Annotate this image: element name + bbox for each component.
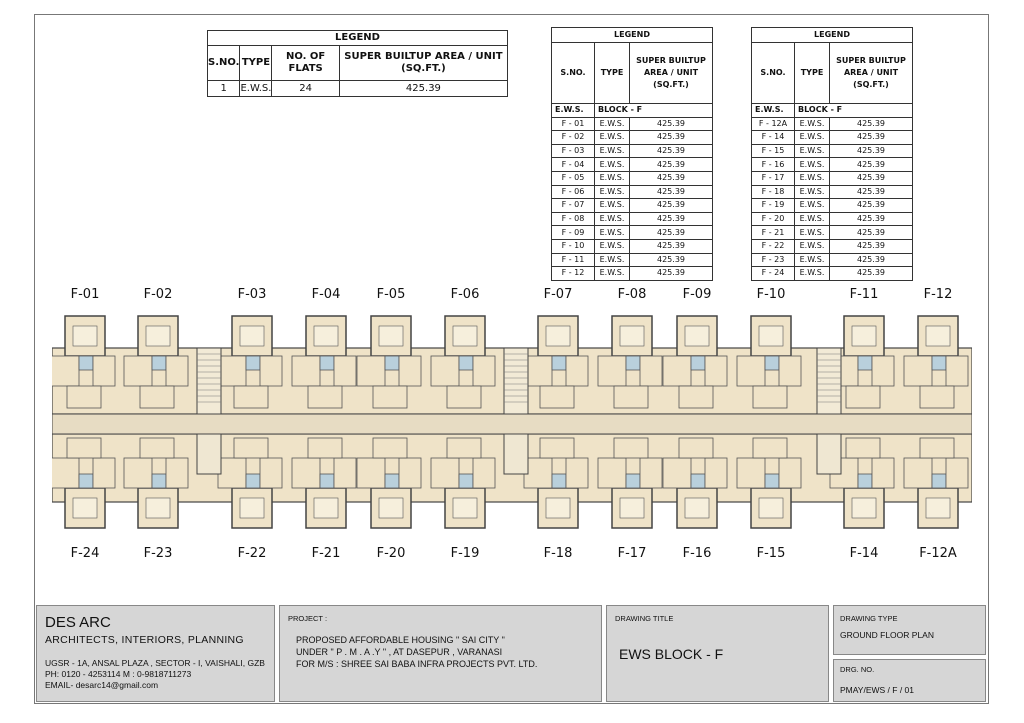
legend-cell: F - 14 — [752, 131, 795, 145]
bed-upper — [546, 326, 570, 346]
bed-upper — [685, 326, 709, 346]
lobby-block — [817, 434, 841, 474]
flat-label: F-14 — [849, 546, 879, 561]
legend-cell: E.W.S. — [240, 81, 272, 97]
legend-title: LEGEND — [552, 28, 713, 43]
drawing-type: GROUND FLOOR PLAN — [840, 630, 934, 640]
kitchen-lower — [234, 438, 268, 458]
firm-panel — [36, 605, 275, 702]
legend-cell: F - 12A — [752, 117, 795, 131]
legend-cell: 425.39 — [630, 226, 713, 240]
legend-row — [552, 144, 713, 158]
legend-row — [552, 171, 713, 185]
legend-row — [752, 171, 913, 185]
toilet-upper — [932, 356, 946, 370]
legend-row — [752, 199, 913, 213]
legend-col-area: SUPER BUILTUP AREA / UNIT (SQ.FT.) — [630, 43, 713, 104]
bed-upper — [73, 326, 97, 346]
legend-row — [752, 267, 913, 281]
living-upper-2 — [946, 356, 968, 386]
legend-row — [552, 185, 713, 199]
living-upper-2 — [872, 356, 894, 386]
kitchen-upper — [540, 386, 574, 408]
legend-cell: 425.39 — [830, 117, 913, 131]
legend-cell: 425.39 — [630, 131, 713, 145]
bed-upper — [852, 326, 876, 346]
legend-cell: F - 05 — [552, 171, 595, 185]
firm-name: DES ARC — [45, 614, 111, 631]
flat-label: F-07 — [543, 287, 573, 302]
kitchen-lower — [140, 438, 174, 458]
legend-cell: 425.39 — [830, 185, 913, 199]
flat-label: F-23 — [143, 546, 173, 561]
living-lower — [357, 458, 385, 488]
toilet-upper — [552, 356, 566, 370]
legend-cell: 425.39 — [830, 131, 913, 145]
legend-row — [552, 267, 713, 281]
living-upper — [124, 356, 152, 386]
legend-row — [752, 185, 913, 199]
flat-label: F-06 — [450, 287, 480, 302]
kitchen-lower — [846, 438, 880, 458]
living-lower-2 — [166, 458, 188, 488]
drawing-type-label: DRAWING TYPE — [840, 614, 898, 623]
toilet-lower — [320, 474, 334, 488]
legend-cell: 425.39 — [830, 144, 913, 158]
legend-cell: 425.39 — [630, 212, 713, 226]
flat-label: F-04 — [311, 287, 341, 302]
flat-label: F-10 — [756, 287, 786, 302]
kitchen-upper — [67, 386, 101, 408]
kitchen-lower — [67, 438, 101, 458]
flat-label: F-22 — [237, 546, 267, 561]
project-line-1: PROPOSED AFFORDABLE HOUSING " SAI CITY " — [296, 635, 505, 645]
legend-row — [752, 226, 913, 240]
living-lower-2 — [93, 458, 115, 488]
living-upper — [431, 356, 459, 386]
bed-lower — [240, 498, 264, 518]
legend-cell: E.W.S. — [795, 267, 830, 281]
bed-upper — [146, 326, 170, 346]
toilet-lower — [152, 474, 166, 488]
kitchen-upper — [920, 386, 954, 408]
legend-cell: E.W.S. — [595, 171, 630, 185]
legend-cell: 425.39 — [630, 171, 713, 185]
drawing-number-panel — [833, 659, 986, 702]
kitchen-lower — [540, 438, 574, 458]
firm-email: EMAIL- desarc14@gmail.com — [45, 680, 159, 690]
living-upper-2 — [473, 356, 495, 386]
legend-cell: E.W.S. — [795, 171, 830, 185]
legend-cell: F - 15 — [752, 144, 795, 158]
legend-cell: E.W.S. — [795, 239, 830, 253]
toilet-upper — [152, 356, 166, 370]
living-upper-2 — [93, 356, 115, 386]
project-panel — [279, 605, 602, 702]
legend-cell: F - 06 — [552, 185, 595, 199]
living-lower-2 — [399, 458, 421, 488]
living-upper-2 — [166, 356, 188, 386]
legend-row — [552, 226, 713, 240]
staircase — [504, 348, 528, 414]
toilet-lower — [79, 474, 93, 488]
toilet-upper — [79, 356, 93, 370]
legend-group-block: BLOCK - F — [595, 104, 713, 118]
living-lower — [124, 458, 152, 488]
legend-col-area: SUPER BUILTUP AREA / UNIT (SQ.FT.) — [339, 46, 507, 81]
living-upper — [357, 356, 385, 386]
legend-cell: E.W.S. — [595, 131, 630, 145]
legend-cell: F - 03 — [552, 144, 595, 158]
legend-cell: 425.39 — [630, 185, 713, 199]
living-lower — [663, 458, 691, 488]
legend-cell: E.W.S. — [595, 117, 630, 131]
legend-row — [552, 131, 713, 145]
firm-phone: PH: 0120 - 4253114 M : 0-9818711273 — [45, 669, 192, 679]
bed-lower — [620, 498, 644, 518]
legend-cell: 425.39 — [830, 253, 913, 267]
legend-cell: 425.39 — [630, 158, 713, 172]
legend-cell: 425.39 — [830, 171, 913, 185]
bed-upper — [926, 326, 950, 346]
legend-cell: 1 — [208, 81, 240, 97]
kitchen-upper — [846, 386, 880, 408]
legend-cell: 425.39 — [830, 239, 913, 253]
living-upper — [292, 356, 320, 386]
legend-row — [752, 117, 913, 131]
legend-cell: E.W.S. — [595, 253, 630, 267]
legend-cell: E.W.S. — [795, 185, 830, 199]
legend-title: LEGEND — [752, 28, 913, 43]
flat-label: F-12 — [923, 287, 953, 302]
legend-cell: F - 24 — [752, 267, 795, 281]
bed-lower — [314, 498, 338, 518]
legend-cell: F - 01 — [552, 117, 595, 131]
legend-cell: F - 07 — [552, 199, 595, 213]
kitchen-upper — [679, 386, 713, 408]
legend-cell: F - 09 — [552, 226, 595, 240]
legend-cell: E.W.S. — [595, 239, 630, 253]
lobby-block — [197, 434, 221, 474]
legend-row — [752, 239, 913, 253]
legend-cell: F - 12 — [552, 267, 595, 281]
living-upper — [904, 356, 932, 386]
toilet-lower — [858, 474, 872, 488]
toilet-upper — [459, 356, 473, 370]
legend-cell: E.W.S. — [795, 144, 830, 158]
legend-cell: 425.39 — [830, 267, 913, 281]
title-block — [36, 605, 987, 702]
flat-label: F-20 — [376, 546, 406, 561]
legend-cell: 425.39 — [339, 81, 507, 97]
living-upper-2 — [399, 356, 421, 386]
legend-group-type: E.W.S. — [752, 104, 795, 118]
kitchen-lower — [308, 438, 342, 458]
living-upper — [598, 356, 626, 386]
legend-col-sno: S.NO. — [752, 43, 795, 104]
living-lower — [598, 458, 626, 488]
living-lower-2 — [334, 458, 356, 488]
legend-cell: E.W.S. — [595, 212, 630, 226]
legend-cell: E.W.S. — [595, 267, 630, 281]
bed-upper — [314, 326, 338, 346]
legend-cell: 425.39 — [830, 226, 913, 240]
kitchen-upper — [373, 386, 407, 408]
flat-label: F-03 — [237, 287, 267, 302]
ground-floor-plan — [52, 300, 972, 550]
bed-lower — [685, 498, 709, 518]
legend-col-sno: S.NO. — [552, 43, 595, 104]
drg-no: PMAY/EWS / F / 01 — [840, 685, 914, 695]
living-upper-2 — [334, 356, 356, 386]
legend-row — [752, 144, 913, 158]
legend-col-sno: S.NO. — [208, 46, 240, 81]
living-lower-2 — [779, 458, 801, 488]
living-lower — [292, 458, 320, 488]
bed-upper — [240, 326, 264, 346]
legend-cell: F - 17 — [752, 171, 795, 185]
drg-no-label: DRG. NO. — [840, 665, 875, 674]
bed-lower — [546, 498, 570, 518]
legend-block-table-2 — [751, 27, 913, 281]
legend-cell: E.W.S. — [795, 212, 830, 226]
legend-cell: E.W.S. — [595, 185, 630, 199]
living-lower-2 — [872, 458, 894, 488]
flat-label: F-01 — [70, 287, 100, 302]
toilet-lower — [691, 474, 705, 488]
legend-col-type: TYPE — [240, 46, 272, 81]
bed-upper — [759, 326, 783, 346]
legend-cell: E.W.S. — [595, 144, 630, 158]
living-lower — [52, 458, 79, 488]
toilet-upper — [385, 356, 399, 370]
legend-cell: E.W.S. — [795, 253, 830, 267]
legend-row — [752, 212, 913, 226]
legend-summary-table — [207, 30, 508, 97]
living-lower-2 — [705, 458, 727, 488]
legend-cell: E.W.S. — [795, 131, 830, 145]
flat-label: F-05 — [376, 287, 406, 302]
legend-cell: F - 22 — [752, 239, 795, 253]
legend-cell: F - 21 — [752, 226, 795, 240]
flat-label: F-18 — [543, 546, 573, 561]
legend-row — [752, 158, 913, 172]
bed-upper — [379, 326, 403, 346]
legend-cell: E.W.S. — [795, 117, 830, 131]
living-upper-2 — [566, 356, 588, 386]
flat-label: F-21 — [311, 546, 341, 561]
project-label: PROJECT : — [288, 614, 328, 623]
legend-cell: 425.39 — [630, 239, 713, 253]
toilet-lower — [459, 474, 473, 488]
legend-cell: E.W.S. — [595, 226, 630, 240]
flat-label: F-12A — [919, 546, 957, 561]
living-lower — [218, 458, 246, 488]
toilet-lower — [385, 474, 399, 488]
bed-lower — [73, 498, 97, 518]
flat-label: F-08 — [617, 287, 647, 302]
toilet-lower — [246, 474, 260, 488]
living-upper — [663, 356, 691, 386]
living-upper-2 — [260, 356, 282, 386]
flat-label: F-19 — [450, 546, 480, 561]
kitchen-upper — [308, 386, 342, 408]
legend-cell: F - 19 — [752, 199, 795, 213]
flat-label: F-24 — [70, 546, 100, 561]
legend-group-type: E.W.S. — [552, 104, 595, 118]
living-lower — [431, 458, 459, 488]
kitchen-lower — [447, 438, 481, 458]
kitchen-lower — [614, 438, 648, 458]
flat-label: F-17 — [617, 546, 647, 561]
project-line-2: UNDER " P . M . A .Y " , AT DASEPUR , VARANASI — [296, 647, 503, 657]
legend-cell: 425.39 — [830, 212, 913, 226]
corridor — [52, 414, 972, 434]
legend-col-area: SUPER BUILTUP AREA / UNIT (SQ.FT.) — [830, 43, 913, 104]
toilet-upper — [858, 356, 872, 370]
firm-address: UGSR - 1A, ANSAL PLAZA , SECTOR - I, VAISHALI, GZB — [45, 658, 265, 668]
bed-lower — [453, 498, 477, 518]
living-lower-2 — [260, 458, 282, 488]
toilet-lower — [932, 474, 946, 488]
toilet-upper — [626, 356, 640, 370]
legend-cell: F - 10 — [552, 239, 595, 253]
legend-cell: 425.39 — [830, 199, 913, 213]
firm-tagline: ARCHITECTS, INTERIORS, PLANNING — [45, 634, 244, 646]
living-lower-2 — [473, 458, 495, 488]
toilet-upper — [765, 356, 779, 370]
bed-lower — [146, 498, 170, 518]
living-lower-2 — [566, 458, 588, 488]
toilet-lower — [765, 474, 779, 488]
living-upper — [52, 356, 79, 386]
legend-cell: F - 16 — [752, 158, 795, 172]
toilet-upper — [320, 356, 334, 370]
legend-row — [552, 117, 713, 131]
legend-cell: 425.39 — [830, 158, 913, 172]
drawing-title-panel — [606, 605, 829, 702]
legend-cell: F - 08 — [552, 212, 595, 226]
legend-cell: E.W.S. — [595, 158, 630, 172]
flat-label: F-16 — [682, 546, 712, 561]
legend-row — [752, 253, 913, 267]
bed-lower — [926, 498, 950, 518]
kitchen-upper — [140, 386, 174, 408]
kitchen-lower — [753, 438, 787, 458]
flat-label: F-15 — [756, 546, 786, 561]
living-upper-2 — [705, 356, 727, 386]
drawing-title-label: DRAWING TITLE — [615, 614, 674, 623]
bed-upper — [453, 326, 477, 346]
living-upper — [737, 356, 765, 386]
bed-lower — [852, 498, 876, 518]
toilet-upper — [691, 356, 705, 370]
kitchen-lower — [920, 438, 954, 458]
legend-block-table-1 — [551, 27, 713, 281]
bed-lower — [379, 498, 403, 518]
legend-cell: E.W.S. — [795, 158, 830, 172]
living-lower — [904, 458, 932, 488]
bed-lower — [759, 498, 783, 518]
staircase — [197, 348, 221, 414]
kitchen-upper — [753, 386, 787, 408]
legend-cell: 425.39 — [630, 253, 713, 267]
kitchen-upper — [234, 386, 268, 408]
bed-upper — [620, 326, 644, 346]
toilet-upper — [246, 356, 260, 370]
legend-cell: 425.39 — [630, 117, 713, 131]
legend-cell: E.W.S. — [595, 199, 630, 213]
legend-cell: E.W.S. — [795, 226, 830, 240]
legend-cell: F - 18 — [752, 185, 795, 199]
living-lower — [737, 458, 765, 488]
flat-label: F-09 — [682, 287, 712, 302]
legend-cell: 425.39 — [630, 199, 713, 213]
living-upper — [218, 356, 246, 386]
flat-label: F-02 — [143, 287, 173, 302]
kitchen-upper — [614, 386, 648, 408]
drawing-title: EWS BLOCK - F — [619, 646, 724, 662]
staircase — [817, 348, 841, 414]
lobby-block — [504, 434, 528, 474]
drawing-type-panel — [833, 605, 986, 655]
legend-row — [552, 212, 713, 226]
legend-cell: F - 23 — [752, 253, 795, 267]
living-lower-2 — [946, 458, 968, 488]
kitchen-upper — [447, 386, 481, 408]
legend-group-block: BLOCK - F — [795, 104, 913, 118]
legend-cell: F - 20 — [752, 212, 795, 226]
legend-col-flats: NO. OF FLATS — [272, 46, 339, 81]
project-line-3: FOR M/S : SHREE SAI BABA INFRA PROJECTS PVT. LTD. — [296, 659, 538, 669]
legend-cell: F - 04 — [552, 158, 595, 172]
legend-cell: E.W.S. — [795, 199, 830, 213]
legend-cell: F - 11 — [552, 253, 595, 267]
legend-row — [552, 199, 713, 213]
legend-row — [552, 253, 713, 267]
toilet-lower — [552, 474, 566, 488]
kitchen-lower — [679, 438, 713, 458]
toilet-lower — [626, 474, 640, 488]
legend-row — [552, 158, 713, 172]
legend-cell: F - 02 — [552, 131, 595, 145]
legend-row — [552, 239, 713, 253]
legend-row — [752, 131, 913, 145]
legend-col-type: TYPE — [795, 43, 830, 104]
living-lower-2 — [640, 458, 662, 488]
legend-cell: 24 — [272, 81, 339, 97]
kitchen-lower — [373, 438, 407, 458]
legend-col-type: TYPE — [595, 43, 630, 104]
legend-cell: 425.39 — [630, 267, 713, 281]
flat-label: F-11 — [849, 287, 879, 302]
living-upper-2 — [640, 356, 662, 386]
legend-cell: 425.39 — [630, 144, 713, 158]
legend-title: LEGEND — [208, 31, 508, 46]
living-upper-2 — [779, 356, 801, 386]
